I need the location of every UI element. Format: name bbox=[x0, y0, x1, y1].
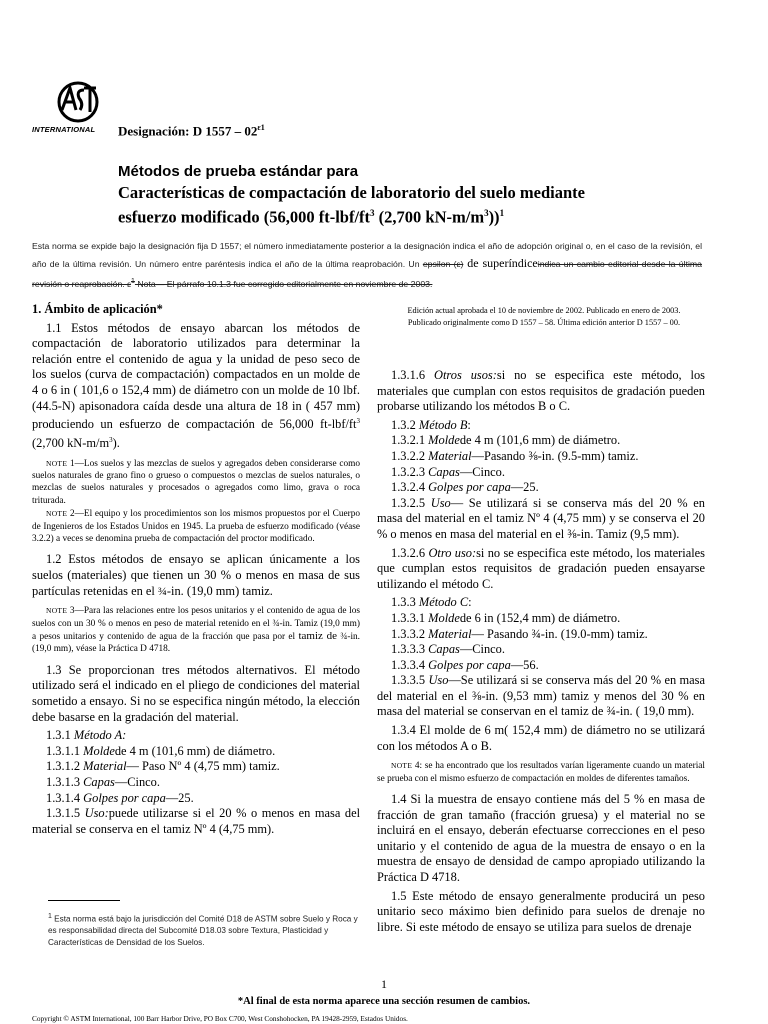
text: : bbox=[468, 595, 472, 610]
method-b-heading bbox=[377, 418, 705, 434]
method-b-item bbox=[377, 480, 705, 496]
footnote-marker: 1 bbox=[48, 913, 52, 920]
label: Molde bbox=[428, 433, 460, 448]
copyright: Copyright © ASTM International, 100 Barr Harbor Drive, PO Box C700, West Conshohocken, PA 19428-2959, Estados Unidos. bbox=[32, 1014, 408, 1023]
text: -in. (19,0 mm) tamiz. bbox=[166, 583, 273, 598]
label: Material bbox=[428, 626, 472, 641]
text: de 4 m (101,6 mm) de diámetro. bbox=[459, 433, 621, 448]
method-b-item bbox=[377, 546, 705, 593]
num: 1.3.2.4 bbox=[391, 480, 429, 495]
paragraph-1-3: 1.3 Se proporcionan tres métodos alternativos. El método utilizado será el indicado en el pliego de condiciones del material sometido a ensayo. Si no se especifica ningún método, la elección debe basarse en la gradación del material. bbox=[32, 662, 360, 724]
num: 1.3.1 bbox=[46, 728, 74, 743]
num: 1.3.3.4 bbox=[391, 657, 429, 672]
note-label: NOTE bbox=[46, 458, 68, 468]
method-c-item bbox=[377, 611, 705, 627]
text: — Se utilizará si se conserva más del 20 % en masa del material en el tamiz Nº 4 (4,75 mm) y se conserva el 20 % o menos en masa del material en el bbox=[377, 495, 706, 541]
label: Golpes por capa bbox=[428, 657, 511, 672]
num: 1.3.1.4 bbox=[46, 790, 84, 805]
edition-line: Publicado originalmente como D 1557 – 58. Última edición anterior D 1557 – 00. bbox=[407, 317, 681, 327]
num: 1.3.3.1 bbox=[391, 610, 429, 625]
text: -in. (19.0-mm) tamiz. bbox=[540, 626, 648, 641]
label: Golpes por capa bbox=[428, 480, 511, 495]
text: de 4 m (101,6 mm) de diámetro. bbox=[114, 743, 276, 758]
paragraph-1-3-4: 1.3.4 El molde de 6 m( 152,4 mm) de diámetro no se utilizará con los métodos A o B. bbox=[377, 723, 705, 753]
num: 1.3.3 bbox=[391, 595, 419, 610]
method-a-item bbox=[32, 744, 360, 760]
title-line-1: Métodos de prueba estándar para bbox=[118, 163, 359, 180]
label: Molde bbox=[428, 610, 460, 625]
designation-label: Designación: D 1557 – 02 bbox=[118, 123, 258, 139]
num: 1.3.2.2 bbox=[391, 448, 429, 463]
designation bbox=[118, 123, 265, 139]
text: -in. ( 19,0 mm). bbox=[615, 704, 695, 719]
note-text: 2—El equipo y los procedimientos son los mismos propuestos por el Cuerpo de Ingenieros de los Estados Unidos en 1945. La prueba de esfuerzo modificado (véase 3.2.2) a veces se denomina prueba de compactación del proctor modificado. bbox=[32, 509, 360, 545]
note-text: 1—Los suelos y las mezclas de suelos y agregados deben considerarse como suelos naturales de grano fino o grueso o compuestos o mezclas de suelos naturales, o mezclas de suelos naturales y procesados o agregados como limo, grava o roca triturada. bbox=[32, 458, 360, 506]
text: —Cinco. bbox=[114, 775, 160, 789]
text: si no se especifica este método, los materiales que cumplan con estos requisitos de gradación pueden probarse utilizando los métodos B o C. bbox=[377, 368, 706, 414]
label: Método C bbox=[418, 595, 469, 610]
method-b-item bbox=[377, 496, 705, 543]
notice-sup: 1 bbox=[131, 278, 135, 285]
method-a-item bbox=[32, 791, 360, 807]
method-c-item bbox=[377, 673, 705, 720]
logo-caption: INTERNATIONAL bbox=[32, 125, 96, 134]
note-text: 3—Para las relaciones entre los pesos unitarios y el contenido de agua de los suelos con un 30 % o menos en peso de material retenido en el bbox=[32, 606, 360, 629]
note-text: -in. (19,0 mm), véase la Práctica D 4718. bbox=[32, 632, 360, 655]
num: 1.3.1.2 bbox=[46, 759, 84, 774]
note-3 bbox=[32, 605, 360, 656]
text: —Se utilizará si se conserva más del 20 % en masa del material en el bbox=[377, 673, 705, 703]
note-text: 4: se ha encontrado que los resultados varían ligeramente cuando un material se prueba con el mismo esfuerzo de compactación en moldes de diferentes tamaños. bbox=[377, 761, 705, 784]
notice-struck-text: indica un cambio editorial desde la última revisión o reaprobación. ε bbox=[32, 259, 702, 289]
label: Otro uso: bbox=[428, 545, 477, 560]
method-a-other-uses bbox=[377, 368, 705, 415]
label: Uso bbox=[430, 495, 451, 510]
num: 1.3.3.3 bbox=[391, 642, 429, 657]
num: 1.3.1.3 bbox=[46, 775, 84, 789]
method-c-item bbox=[377, 642, 705, 658]
notice-text: Esta norma se expide bajo la designación fija D 1557; el número inmediatamente posterior a la designación indica el año de adopción original o, en el caso de la revisión, el año de la última revisión. Un número entre paréntesis indica el año de la última reaprobación. Un bbox=[32, 241, 702, 269]
label: Capas bbox=[428, 464, 460, 479]
method-c-heading bbox=[377, 595, 705, 611]
num: 1.3.2.1 bbox=[391, 433, 429, 448]
paragraph-1-2 bbox=[32, 552, 360, 599]
edition-info bbox=[384, 305, 704, 328]
label: Capas bbox=[83, 775, 115, 789]
num: 1.3.1.6 bbox=[391, 368, 435, 382]
num: 1.3.3.2 bbox=[391, 626, 429, 641]
label: Uso bbox=[428, 673, 449, 688]
fraction: ¾ bbox=[337, 632, 348, 643]
text: —56. bbox=[510, 657, 539, 672]
section-heading: 1. Ámbito de aplicación* bbox=[32, 302, 163, 316]
num: 1.3.2.3 bbox=[391, 464, 429, 479]
label: Otros usos: bbox=[434, 368, 497, 382]
fraction: ¾ bbox=[606, 704, 616, 719]
fraction: ⅜ bbox=[528, 448, 538, 463]
label: Golpes por capa bbox=[83, 790, 166, 805]
text: -in. (9.5-mm) tamiz. bbox=[537, 448, 639, 463]
note-text: -in. Tamiz (19,0 mm) a pesos unitarios y contenido de agua de la fracción que pasa por el bbox=[32, 618, 360, 643]
method-a-item bbox=[32, 806, 360, 837]
num: 1.3.1.5 bbox=[46, 806, 85, 821]
note-2 bbox=[32, 508, 360, 545]
text: —25. bbox=[510, 480, 539, 495]
text: —Cinco. bbox=[459, 642, 505, 657]
summary-notice: *Al final de esta norma aparece una sección resumen de cambios. bbox=[237, 996, 531, 1007]
title-sup: 3 bbox=[484, 208, 489, 218]
notice-inserted-text: de superíndice bbox=[463, 256, 538, 270]
footnote-divider bbox=[48, 900, 120, 901]
footnote bbox=[48, 911, 358, 949]
document-title bbox=[118, 182, 678, 228]
text: (2,700 kN-m/m bbox=[32, 436, 110, 450]
paragraph-1-4: 1.4 Si la muestra de ensayo contiene más del 5 % en masa de fracción de gran tamaño (fracción gruesa) y el material no se incluirá en el ensayo, deberán efectuarse correcciones en el peso unitario y el contenido de agua de la muestra de ensayo o en la muestra de ensayo de densidad de campo apropiado utilizando la Práctica D 4718. bbox=[377, 792, 705, 885]
paragraph-1-5: 1.5 Este método de ensayo generalmente producirá un peso unitario seco máximo bien definido para suelos de drenaje no libre. Si este método de ensayo se utiliza para suelos de drenaje bbox=[377, 888, 705, 934]
title-line-2: Características de compactación de laboratorio del suelo mediante bbox=[118, 183, 585, 202]
designation-sup: ε1 bbox=[257, 123, 265, 132]
method-a-item bbox=[32, 775, 360, 791]
text: : bbox=[467, 417, 471, 432]
num: 1.3.1.1 bbox=[46, 743, 84, 758]
note-1 bbox=[32, 458, 360, 508]
method-c-item bbox=[377, 658, 705, 674]
fraction: ¾ bbox=[531, 626, 541, 641]
title-part: (2,700 kN-m/m bbox=[374, 207, 485, 227]
label: Método B bbox=[418, 417, 468, 432]
method-c-item bbox=[377, 627, 705, 643]
left-column bbox=[32, 302, 360, 840]
label: Método A: bbox=[73, 728, 127, 743]
label: Material bbox=[83, 759, 127, 774]
fraction: ⅜ bbox=[472, 688, 482, 703]
astm-logo bbox=[32, 80, 112, 136]
sup: 3 bbox=[109, 435, 113, 444]
text: —Cinco. bbox=[459, 464, 505, 479]
method-a-heading bbox=[32, 728, 360, 744]
num: 1.3.3.5 bbox=[391, 673, 429, 688]
num: 1.3.2.6 bbox=[391, 545, 429, 560]
note-label: NOTE bbox=[46, 509, 68, 519]
text: -in. (9,53 mm) tamiz y menos del 30 % en masa del material se conservan en el tamiz de bbox=[377, 688, 705, 719]
label: Capas bbox=[428, 642, 460, 657]
title-sup: 3 bbox=[370, 208, 375, 218]
title-part: esfuerzo modificado (56,000 ft-lbf/ft bbox=[118, 207, 371, 227]
text: -in. Tamiz (9,5 mm). bbox=[576, 526, 680, 541]
right-column bbox=[377, 368, 705, 938]
note-label: NOTE bbox=[46, 606, 68, 616]
page-number: 1 bbox=[381, 977, 387, 991]
note-4 bbox=[377, 760, 705, 785]
text: —25. bbox=[165, 790, 194, 805]
title-footnote-ref: 1 bbox=[499, 208, 505, 218]
num: 1.3.2.5 bbox=[391, 495, 431, 510]
notice-struck-text: epsilon (ε) bbox=[422, 259, 464, 269]
label: Molde bbox=[83, 743, 115, 758]
text: — Paso Nº 4 (4,75 mm) tamiz. bbox=[126, 759, 280, 774]
method-b-item bbox=[377, 465, 705, 481]
fraction: ¾ bbox=[157, 583, 167, 598]
text: —Pasando bbox=[471, 448, 529, 463]
note-label: NOTE bbox=[391, 761, 413, 771]
text: puede utilizarse si el 20 % o menos en masa del material se conserva en el tamiz Nº 4 (4,75 mm). bbox=[32, 806, 361, 836]
method-a-item bbox=[32, 759, 360, 775]
notice-struck-text: Nota— El párrafo 10.1.3 fue corregido editorialmente en noviembre de 2003. bbox=[134, 278, 433, 289]
text: si no se especifica este método, los materiales que cumplan estos requisitos de gradación pueden ensayarse utilizando el método C. bbox=[377, 545, 706, 591]
edition-line: Edición actual aprobada el 10 de noviembre de 2002. Publicado en enero de 2003. bbox=[407, 306, 681, 315]
num: 1.3.2 bbox=[391, 417, 419, 432]
method-b-item bbox=[377, 449, 705, 465]
method-b-item bbox=[377, 433, 705, 449]
text: 1.2 Estos métodos de ensayo se aplican únicamente a los suelos (materiales) que tienen un 30 % o menos en masa de sus partículas retenidas en el bbox=[32, 552, 360, 598]
fraction: ¾ bbox=[272, 618, 280, 629]
fraction: ⅜ bbox=[567, 526, 577, 541]
text: — Pasando bbox=[471, 626, 532, 641]
footnote-text: Esta norma está bajo la jurisdicción del Comité D18 de ASTM sobre Suelo y Roca y es responsabilidad directa del Subcomité D18.03 sobre Textura, Plasticidad y Características de Densidad de los Suelos. bbox=[48, 914, 358, 947]
sup: 3 bbox=[356, 417, 360, 426]
text: 1.1 Estos métodos de ensayo abarcan los métodos de compactación de laboratorio utilizados para determinar la relación entre el contenido de agua y la unidad de peso seco de los suelos (curva de compactación) compactados en un molde de 4 o 6 in ( 101,6 o 152,4 mm) de diámetro con un molde de 10 lbf. (44.5-N) apisonadora caída desde una altura de 18 in ( 457 mm) produciendo un esfuerzo de compactación de 56,000 ft-lbf/ft bbox=[32, 320, 360, 432]
standard-notice bbox=[32, 238, 702, 293]
label: Uso: bbox=[84, 806, 109, 821]
title-line-3 bbox=[118, 203, 678, 228]
paragraph-1-1 bbox=[32, 321, 360, 452]
text: ). bbox=[112, 436, 120, 450]
text: de 6 in (152,4 mm) de diámetro. bbox=[459, 610, 621, 625]
note-inserted-text: tamiz de bbox=[298, 630, 338, 643]
title-part: )) bbox=[488, 207, 500, 227]
label: Material bbox=[428, 448, 472, 463]
